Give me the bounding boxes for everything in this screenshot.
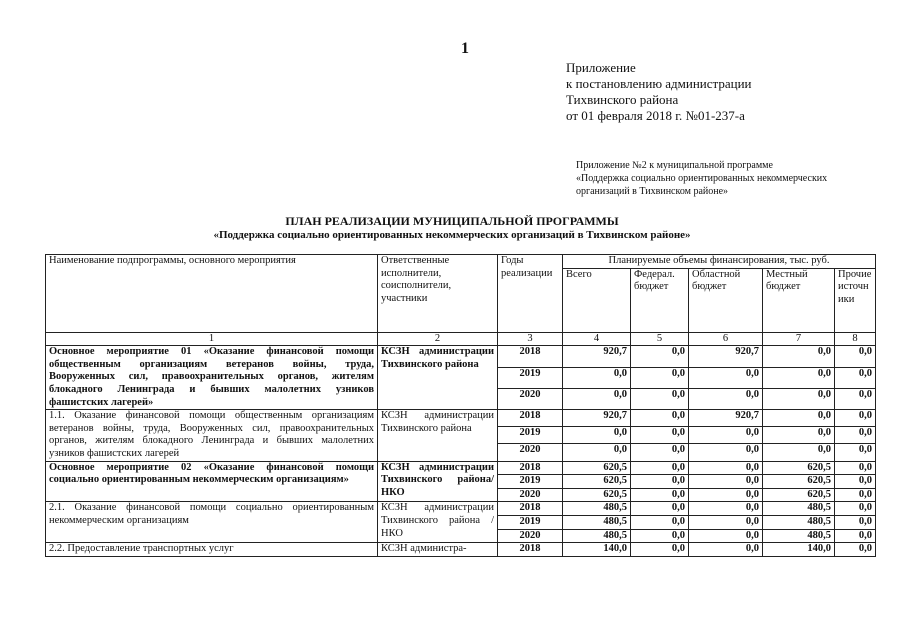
total-cell: 0,0 xyxy=(563,427,631,444)
year-cell: 2019 xyxy=(498,367,563,388)
local-cell: 0,0 xyxy=(763,388,835,409)
activity-name: Основное мероприятие 01 «Оказание финансовой помощи общественным организациям ветеранов войны, труда, Вооруженных сил, правоохранительных органов, жителям блокадного Ленинграда и бывших малолетних узников фашистских лагерей» xyxy=(46,346,378,410)
responsible-party: КСЗН администра- xyxy=(378,543,498,557)
other-cell: 0,0 xyxy=(835,427,876,444)
header-row xyxy=(46,255,876,269)
federal-cell: 0,0 xyxy=(631,502,689,516)
other-cell: 0,0 xyxy=(835,410,876,427)
total-cell: 920,7 xyxy=(563,410,631,427)
regional-cell: 0,0 xyxy=(689,367,763,388)
column-number: 3 xyxy=(498,332,563,346)
annex-2-line: Приложение №2 к муниципальной программе xyxy=(576,160,773,171)
year-cell: 2018 xyxy=(498,502,563,516)
responsible-party: КСЗН администрации Тихвинского района/НКО xyxy=(378,461,498,502)
federal-cell: 0,0 xyxy=(631,543,689,557)
total-cell: 620,5 xyxy=(563,475,631,489)
column-number: 8 xyxy=(835,332,876,346)
column-number: 1 xyxy=(46,332,378,346)
other-cell: 0,0 xyxy=(835,475,876,489)
activity-name: Основное мероприятие 02 «Оказание финансовой помощи социально ориентированным некоммерческим организациям» xyxy=(46,461,378,502)
local-cell: 480,5 xyxy=(763,529,835,543)
annex-main-line: Приложение xyxy=(566,60,636,75)
regional-cell: 0,0 xyxy=(689,388,763,409)
federal-cell: 0,0 xyxy=(631,367,689,388)
federal-cell: 0,0 xyxy=(631,427,689,444)
federal-cell: 0,0 xyxy=(631,515,689,529)
responsible-party: КСЗН администрации Тихвинского района xyxy=(378,346,498,410)
local-cell: 140,0 xyxy=(763,543,835,557)
responsible-party: КСЗН администрации Тихвинского района / НКО xyxy=(378,502,498,543)
header-name: Наименование подпрограммы, основного мероприятия xyxy=(46,255,378,333)
responsible-party: КСЗН администрации Тихвинского района xyxy=(378,410,498,461)
local-cell: 480,5 xyxy=(763,515,835,529)
other-cell: 0,0 xyxy=(835,502,876,516)
regional-cell: 0,0 xyxy=(689,515,763,529)
annex-main-line: к постановлению администрации xyxy=(566,76,752,91)
total-cell: 0,0 xyxy=(563,367,631,388)
year-cell: 2018 xyxy=(498,410,563,427)
header-years: Годы реализации xyxy=(498,255,563,333)
year-cell: 2018 xyxy=(498,543,563,557)
regional-cell: 0,0 xyxy=(689,461,763,475)
regional-cell: 0,0 xyxy=(689,475,763,489)
table-row xyxy=(46,410,876,427)
activity-name: 1.1. Оказание финансовой помощи общественным организациям ветеранов войны, труда, Вооруженных сил, правоохранительных органов, жителям блокадного Ленинграда и бывших малолетних узников фашистских лагерей xyxy=(46,410,378,461)
annex-main-line: от 01 февраля 2018 г. №01-237-а xyxy=(566,108,745,123)
total-cell: 620,5 xyxy=(563,488,631,502)
local-cell: 480,5 xyxy=(763,502,835,516)
column-number: 5 xyxy=(631,332,689,346)
year-cell: 2019 xyxy=(498,515,563,529)
page-number: 1 xyxy=(461,40,469,57)
column-numbers-row xyxy=(46,332,876,346)
total-cell: 480,5 xyxy=(563,502,631,516)
other-cell: 0,0 xyxy=(835,515,876,529)
local-cell: 620,5 xyxy=(763,475,835,489)
year-cell: 2020 xyxy=(498,488,563,502)
local-cell: 0,0 xyxy=(763,444,835,461)
federal-cell: 0,0 xyxy=(631,461,689,475)
regional-cell: 0,0 xyxy=(689,427,763,444)
year-cell: 2020 xyxy=(498,444,563,461)
federal-cell: 0,0 xyxy=(631,388,689,409)
other-cell: 0,0 xyxy=(835,543,876,557)
total-cell: 0,0 xyxy=(563,444,631,461)
other-cell: 0,0 xyxy=(835,444,876,461)
regional-cell: 0,0 xyxy=(689,543,763,557)
year-cell: 2019 xyxy=(498,427,563,444)
year-cell: 2019 xyxy=(498,475,563,489)
activity-name: 2.2. Предоставление транспортных услуг xyxy=(46,543,378,557)
column-number: 6 xyxy=(689,332,763,346)
federal-cell: 0,0 xyxy=(631,529,689,543)
column-number: 2 xyxy=(378,332,498,346)
regional-cell: 920,7 xyxy=(689,346,763,367)
year-cell: 2018 xyxy=(498,346,563,367)
regional-cell: 0,0 xyxy=(689,529,763,543)
year-cell: 2018 xyxy=(498,461,563,475)
federal-cell: 0,0 xyxy=(631,410,689,427)
total-cell: 620,5 xyxy=(563,461,631,475)
header-responsible: Ответственные исполнители, соисполнители, участники xyxy=(378,255,498,333)
federal-cell: 0,0 xyxy=(631,488,689,502)
local-cell: 0,0 xyxy=(763,346,835,367)
total-cell: 480,5 xyxy=(563,529,631,543)
total-cell: 0,0 xyxy=(563,388,631,409)
other-cell: 0,0 xyxy=(835,367,876,388)
document-title: ПЛАН РЕАЛИЗАЦИИ МУНИЦИПАЛЬНОЙ ПРОГРАММЫ xyxy=(285,214,619,228)
federal-cell: 0,0 xyxy=(631,346,689,367)
table-row xyxy=(46,461,876,475)
other-cell: 0,0 xyxy=(835,346,876,367)
header-local: Местный бюджет xyxy=(763,268,835,332)
year-cell: 2020 xyxy=(498,529,563,543)
annex-2-header xyxy=(576,159,827,198)
header-funding: Планируемые объемы финансирования, тыс. руб. xyxy=(563,255,876,269)
header-total: Всего xyxy=(563,268,631,332)
regional-cell: 0,0 xyxy=(689,488,763,502)
activity-name: 2.1. Оказание финансовой помощи социально ориентированным некоммерческим организациям xyxy=(46,502,378,543)
column-number: 4 xyxy=(563,332,631,346)
other-cell: 0,0 xyxy=(835,529,876,543)
local-cell: 0,0 xyxy=(763,427,835,444)
total-cell: 920,7 xyxy=(563,346,631,367)
table-row xyxy=(46,346,876,367)
local-cell: 620,5 xyxy=(763,461,835,475)
total-cell: 480,5 xyxy=(563,515,631,529)
table-row xyxy=(46,502,876,516)
header-federal: Федерал. бюджет xyxy=(631,268,689,332)
federal-cell: 0,0 xyxy=(631,444,689,461)
other-cell: 0,0 xyxy=(835,461,876,475)
local-cell: 0,0 xyxy=(763,367,835,388)
total-cell: 140,0 xyxy=(563,543,631,557)
annex-main-line: Тихвинского района xyxy=(566,92,679,107)
local-cell: 620,5 xyxy=(763,488,835,502)
year-cell: 2020 xyxy=(498,388,563,409)
plan-table xyxy=(45,254,876,557)
other-cell: 0,0 xyxy=(835,388,876,409)
header-other: Прочие источники xyxy=(835,268,876,332)
annex-main-header xyxy=(566,60,752,124)
plan-table-body xyxy=(46,255,876,557)
document-subtitle: «Поддержка социально ориентированных некоммерческих организаций в Тихвинском районе» xyxy=(213,229,691,241)
other-cell: 0,0 xyxy=(835,488,876,502)
column-number: 7 xyxy=(763,332,835,346)
annex-2-line: «Поддержка социально ориентированных некоммерческих xyxy=(576,173,828,184)
annex-2-line: организаций в Тихвинском районе» xyxy=(576,186,729,197)
header-regional: Областной бюджет xyxy=(689,268,763,332)
regional-cell: 920,7 xyxy=(689,410,763,427)
regional-cell: 0,0 xyxy=(689,502,763,516)
regional-cell: 0,0 xyxy=(689,444,763,461)
federal-cell: 0,0 xyxy=(631,475,689,489)
local-cell: 0,0 xyxy=(763,410,835,427)
table-row xyxy=(46,543,876,557)
